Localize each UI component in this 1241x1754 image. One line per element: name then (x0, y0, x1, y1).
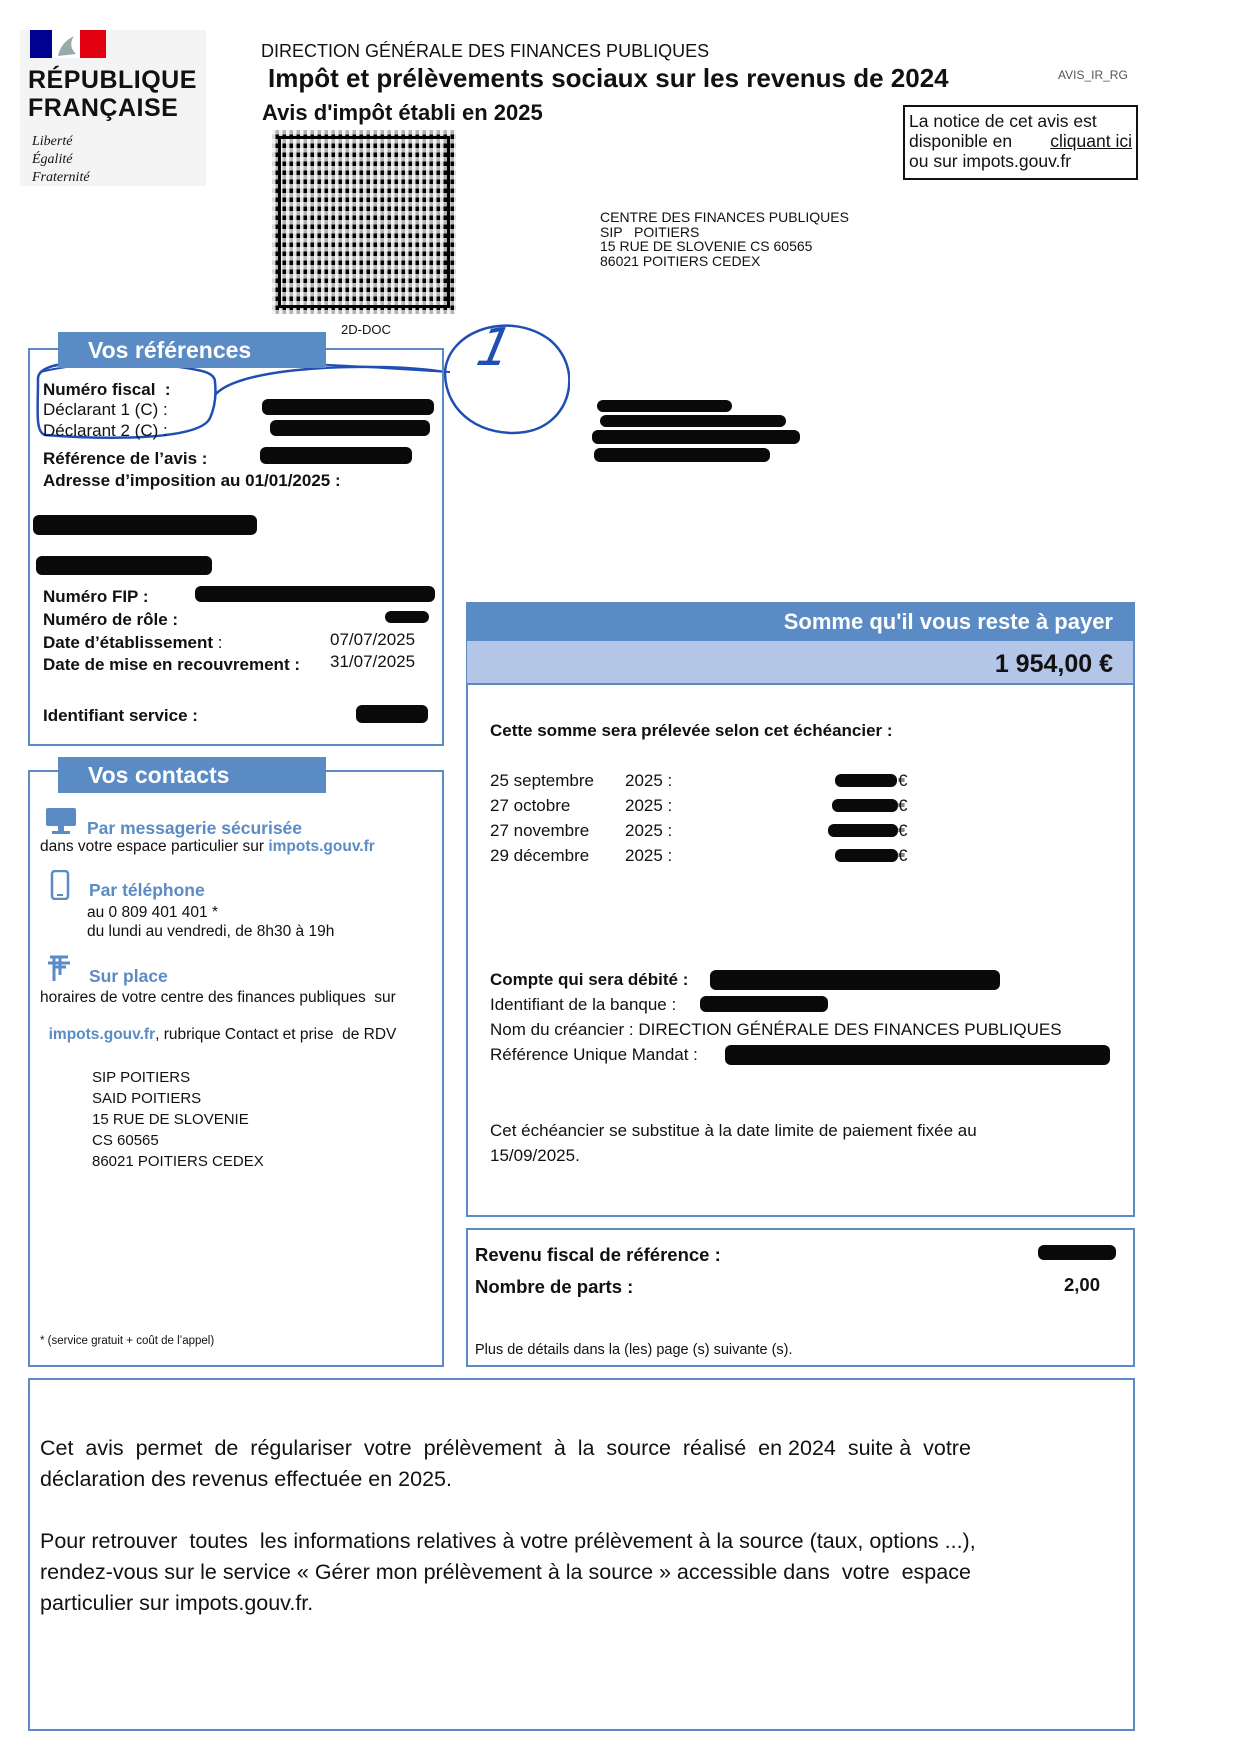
notice-line-1: La notice de cet avis est (909, 111, 1097, 131)
schedule-currency: € (898, 796, 908, 815)
rfr-label: Revenu fiscal de référence : (475, 1244, 721, 1265)
payment-title: Somme qu'il vous reste à payer (467, 603, 1133, 641)
numero-role-label: Numéro de rôle : (43, 610, 179, 629)
centre-line: 86021 POITIERS CEDEX (600, 252, 761, 269)
redacted-recipient-line (592, 430, 800, 444)
schedule-date: 27 novembre (490, 821, 590, 840)
impots-link[interactable]: impots.gouv.fr (268, 838, 375, 855)
info-line: Pour retrouver toutes les informations relatives à votre prélèvement à la source (taux, options ...), (40, 1529, 976, 1553)
redacted-reference-avis (260, 447, 412, 464)
schedule-date: 25 septembre (490, 771, 594, 790)
date-recouvrement-value: 31/07/2025 (330, 652, 416, 671)
redacted-address-2 (36, 556, 212, 575)
republique-francaise-logo (20, 30, 206, 186)
declarant-1-label: Déclarant 1 (C) : (43, 400, 168, 419)
numero-fip-label: Numéro FIP : (43, 587, 149, 606)
direction-label: DIRECTION GÉNÉRALE DES FINANCES PUBLIQUES (261, 41, 710, 61)
telephone-number: au 0 809 401 401 * (87, 904, 219, 921)
computer-icon (44, 806, 78, 836)
redacted-declarant-1 (262, 399, 434, 415)
redacted-role (385, 611, 429, 623)
address-line: CS 60565 (92, 1132, 159, 1149)
schedule-year: 2025 : (625, 796, 673, 815)
redacted-address-1 (33, 515, 257, 535)
info-paragraph-2 (40, 1526, 1124, 1619)
rum-label: Référence Unique Mandat : (490, 1045, 698, 1064)
redacted-rfr (1038, 1245, 1116, 1260)
notice-link[interactable]: cliquant ici (1050, 131, 1132, 151)
notice-line-3: ou sur impots.gouv.fr (909, 151, 1072, 171)
centre-line: SIP POITIERS (600, 223, 700, 240)
date-recouvrement-label: Date de mise en recouvrement : (43, 655, 300, 674)
banque-label: Identifiant de la banque : (490, 995, 677, 1014)
info-line: déclaration des revenus effectuée en 2025. (40, 1467, 452, 1491)
identifiant-service-label: Identifiant service : (43, 706, 198, 725)
schedule-currency: € (898, 846, 908, 865)
logo-motto-2: Égalité (32, 152, 73, 167)
schedule-currency: € (898, 821, 908, 840)
schedule-currency: € (898, 771, 908, 790)
schedule-title: Cette somme sera prélevée selon cet échéancier : (490, 721, 893, 740)
creancier-text: Nom du créancier : DIRECTION GÉNÉRALE DES FINANCES PUBLIQUES (490, 1020, 1062, 1039)
annotation-number: 1 (471, 318, 518, 378)
document-title: Impôt et prélèvements sociaux sur les revenus de 2024 (268, 63, 949, 93)
payment-amount: 1 954,00 € (467, 641, 1133, 685)
redacted-recipient-line (600, 415, 786, 427)
place-text-2: impots.gouv.fr, rubrique Contact et prise de RDV (48, 1026, 397, 1043)
address-line: 86021 POITIERS CEDEX (92, 1153, 264, 1170)
messagerie-text: dans votre espace particulier sur impots.gouv.fr (40, 838, 375, 855)
redacted-recipient-name (597, 400, 732, 412)
redacted-fip (195, 586, 435, 602)
centre-address (600, 210, 849, 268)
redacted-compte (710, 970, 1000, 990)
address-line: SAID POITIERS (92, 1090, 202, 1107)
schedule-note-1: Cet échéancier se substitue à la date limite de paiement fixée au (490, 1121, 977, 1140)
numero-fiscal-label: Numéro fiscal : (43, 380, 171, 399)
redacted-amount (835, 849, 898, 862)
schedule-year: 2025 : (625, 821, 673, 840)
logo-motto-3: Fraternité (32, 170, 90, 185)
schedule-year: 2025 : (625, 846, 673, 865)
telephone-title: Par téléphone (89, 880, 205, 900)
redacted-recipient-line (594, 448, 770, 462)
date-etablissement-label: Date d’établissement : (43, 633, 223, 652)
schedule-date: 29 décembre (490, 846, 590, 865)
references-title: Vos références (58, 332, 326, 368)
parts-value: 2,00 (1064, 1274, 1101, 1295)
logo-francaise: FRANÇAISE (28, 94, 179, 122)
redacted-amount (835, 774, 897, 787)
redacted-rum (725, 1045, 1110, 1065)
telephone-hours: du lundi au vendredi, de 8h30 à 19h (87, 923, 335, 940)
place-title: Sur place (89, 966, 168, 986)
document-code: AVIS_IR_RG (1058, 68, 1128, 82)
schedule-note-2: 15/09/2025. (490, 1146, 580, 1165)
schedule-year: 2025 : (625, 771, 673, 790)
centre-line: CENTRE DES FINANCES PUBLIQUES (600, 209, 849, 225)
address-line: 15 RUE DE SLOVENIE (92, 1111, 249, 1128)
info-line: rendez-vous sur le service « Gérer mon prélèvement à la source » accessible dans votre espace (40, 1560, 971, 1584)
notice-line-2: disponible en (909, 131, 1013, 151)
phone-icon (50, 870, 70, 900)
adresse-label: Adresse d’imposition au 01/01/2025 : (43, 471, 341, 490)
logo-motto-1: Liberté (32, 134, 73, 149)
centre-line: 15 RUE DE SLOVENIE CS 60565 (600, 238, 813, 254)
marianne-flag-icon (30, 30, 106, 58)
footnote: * (service gratuit + coût de l’appel) (40, 1335, 215, 1347)
compte-label: Compte qui sera débité : (490, 970, 689, 989)
info-paragraph-1 (40, 1433, 1124, 1495)
messagerie-title: Par messagerie sécurisée (87, 818, 303, 838)
info-line: particulier sur impots.gouv.fr. (40, 1591, 314, 1615)
more-details: Plus de détails dans la (les) page (s) suivante (s). (475, 1342, 793, 1358)
notice-box (903, 105, 1138, 180)
impots-link[interactable]: impots.gouv.fr (48, 1026, 156, 1043)
document-subtitle: Avis d'impôt établi en 2025 (262, 100, 543, 125)
redacted-amount (828, 824, 898, 837)
contacts-title: Vos contacts (58, 757, 326, 793)
schedule-date: 27 octobre (490, 796, 571, 815)
2d-doc-barcode (272, 130, 456, 314)
contact-address (92, 1067, 264, 1172)
info-line: Cet avis permet de régulariser votre prélèvement à la source réalisé en 2024 suite à votre (40, 1436, 971, 1460)
date-etablissement-value: 07/07/2025 (330, 630, 416, 649)
logo-republique: RÉPUBLIQUE (28, 66, 197, 94)
place-text-1: horaires de votre centre des finances publiques sur (40, 989, 396, 1006)
building-icon (44, 953, 74, 983)
parts-label: Nombre de parts : (475, 1276, 634, 1297)
redacted-identifiant-service (356, 705, 428, 723)
qr-label: 2D-DOC (341, 322, 391, 337)
redacted-amount (832, 799, 898, 812)
redacted-banque (700, 996, 828, 1012)
address-line: SIP POITIERS (92, 1069, 191, 1086)
reference-avis-label: Référence de l’avis : (43, 449, 208, 468)
redacted-declarant-2 (270, 420, 430, 436)
declarant-2-label: Déclarant 2 (C) : (43, 421, 168, 440)
